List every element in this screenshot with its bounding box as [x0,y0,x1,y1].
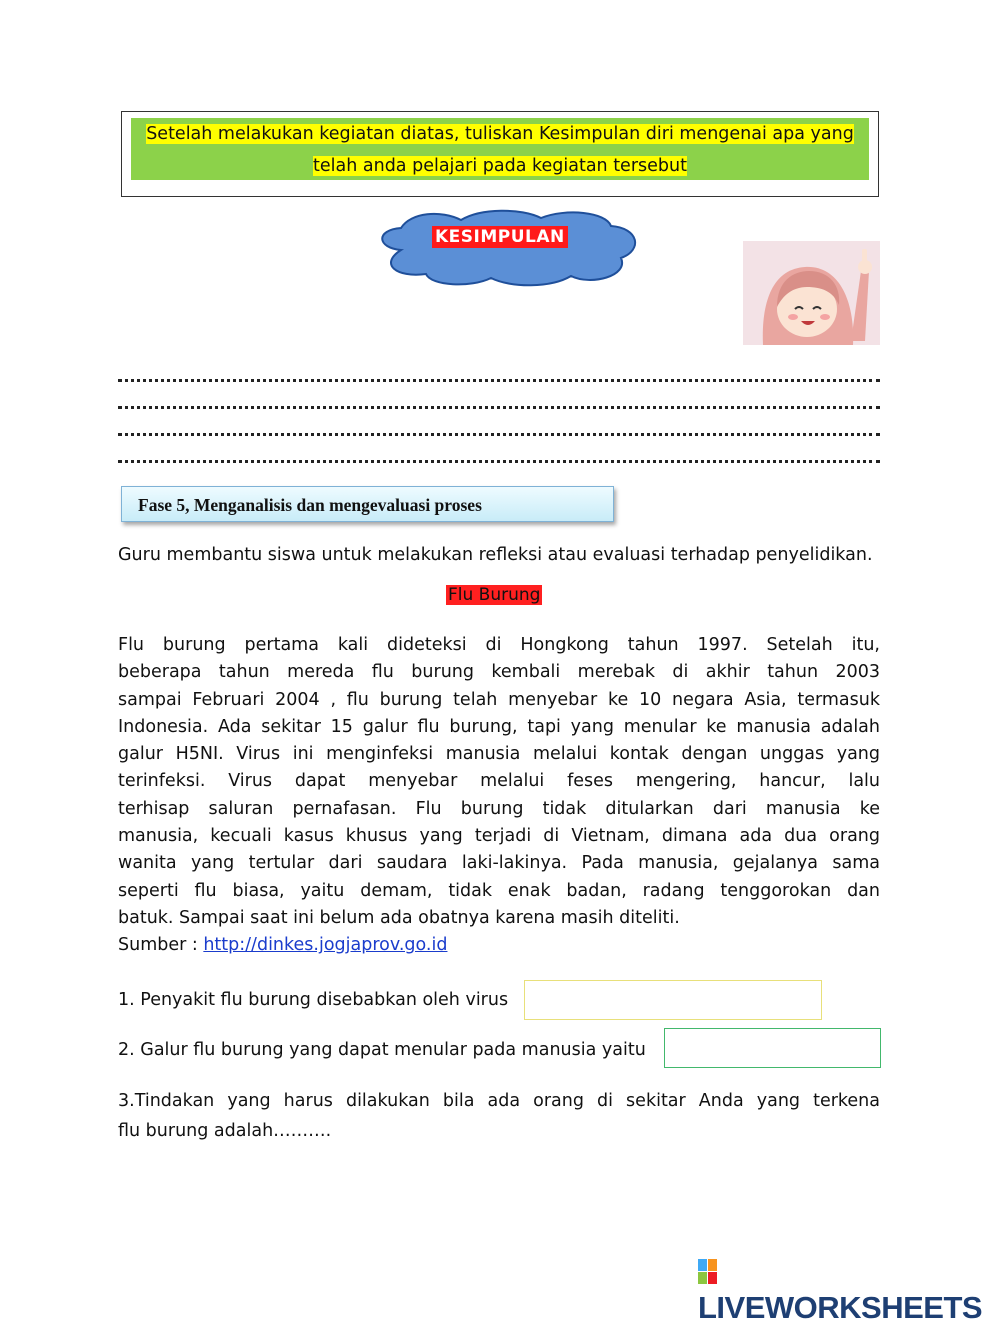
article-line: Indonesia. Ada sekitar 15 galur flu burung, tapi yang menular ke manusia adalah [118,716,880,737]
article-line: seperti flu biasa, yaitu demam, tidak enak badan, radang tenggorokan dan [118,880,880,901]
instruction-box [121,111,879,197]
article-line: wanita yang tertular dari saudara laki-lakinya. Pada manusia, gejalanya sama [118,853,880,874]
dotted-line-3 [118,430,880,436]
question-2: 2. Galur flu burung yang dapat menular pada manusia yaitu [118,1040,646,1060]
answer-2-input[interactable] [664,1028,881,1068]
question-1: 1. Penyakit flu burung disebabkan oleh virus [118,990,509,1010]
article-line: terhisap saluran pernafasan. Flu burung tidak ditularkan dari manusia ke [118,798,880,819]
question-3 [118,1086,880,1146]
article-line: manusia, kecuali kasus khusus yang terjadi di Vietnam, dimana ada dua orang [118,826,880,847]
phase-box [121,486,614,522]
dotted-line-1 [118,376,880,382]
source-label: Sumber : [118,935,204,956]
answer-1-input[interactable] [524,980,822,1020]
teacher-note: Guru membantu siswa untuk melakukan refleksi atau evaluasi terhadap penyelidikan. [118,545,873,565]
source-line [118,932,880,959]
dotted-line-4 [118,457,880,463]
article-title: Flu Burung [448,585,541,605]
question-3-line-1: 3.Tindakan yang harus dilakukan bila ada orang di sekitar Anda yang terkena [118,1091,880,1111]
article-line: galur H5NI. Virus ini menginfeksi manusia melalui kontak dengan unggas yang [118,744,880,765]
phase-title: Fase 5, Menganalisis dan mengevaluasi proses [138,495,482,515]
question-3-line-2: flu burung adalah………. [118,1121,332,1141]
dotted-line-2 [118,403,880,409]
article-body [118,632,880,960]
instruction-line-1: Setelah melakukan kegiatan diatas, tuliskan Kesimpulan diri mengenai apa yang [146,124,854,144]
conclusion-label: KESIMPULAN [432,226,568,248]
brand-logo [698,1254,1000,1326]
article-line: sampai Februari 2004 , flu burung telah menyebar ke 10 negara Asia, termasuk [118,689,880,710]
article-line: terinfeksi. Virus dapat menyebar melalui feses mengering, hancur, lalu [118,771,880,792]
source-link[interactable]: http://dinkes.jogjaprov.go.id [203,935,448,956]
article-line: beberapa tahun mereda flu burung kembali merebak di akhir tahun 2003 [118,662,880,683]
article-last-line: batuk. Sampai saat ini belum ada obatnya karena masih diteliti. [118,907,680,928]
instruction-line-2: telah anda pelajari pada kegiatan tersebut [313,156,687,176]
article-line: Flu burung pertama kali dideteksi di Hongkong tahun 1997. Setelah itu, [118,635,880,655]
brand-text: LIVEWORKSHEETS [698,1290,983,1325]
instruction-text [122,118,878,182]
student-illustration [743,241,880,345]
brand-badge-icon [698,1259,718,1285]
